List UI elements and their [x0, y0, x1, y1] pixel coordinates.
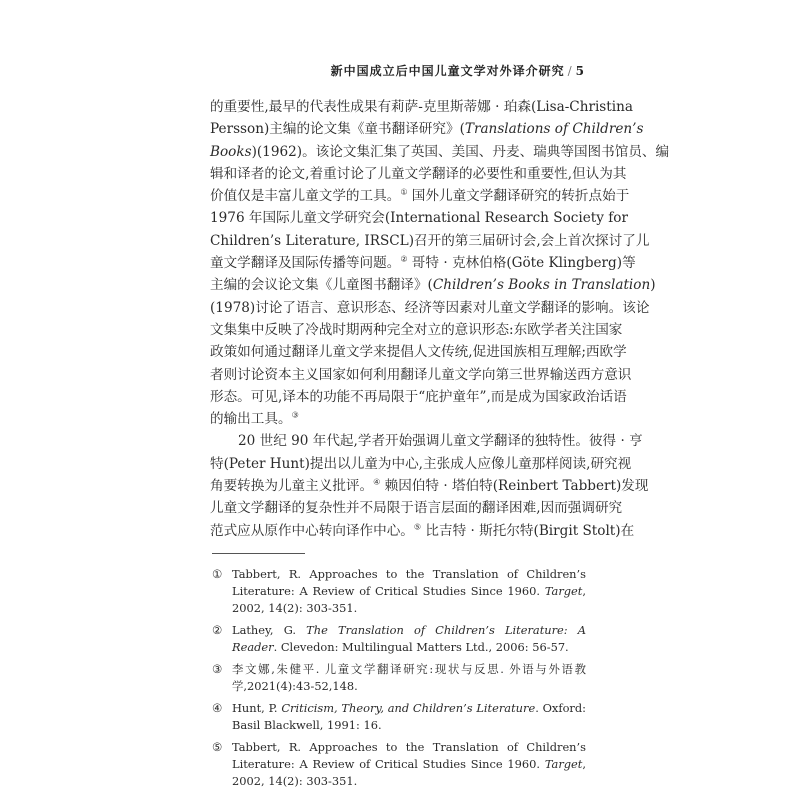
text-line [210, 252, 636, 274]
text-run: )(1962)。该论文集汇集了英国、美国、丹麦、瑞典等国图书馆员、编 [251, 143, 670, 160]
text-line [210, 453, 632, 475]
text-run: 范式应从原作中心转向译作中心。 [210, 522, 414, 539]
italic-text: Books [210, 143, 252, 160]
text-run: 特(Peter Hunt)提出以儿童为中心,主张成人应像儿童那样阅读,研究视 [210, 455, 632, 472]
text-line [210, 163, 627, 185]
footnote-number: ③ [212, 662, 223, 676]
text-line [210, 118, 644, 140]
text-run: (1978)讨论了语言、意识形态、经济等因素对儿童文学翻译的影响。该论 [210, 299, 650, 316]
text-run: 李文娜,朱健平. 儿童文学翻译研究:现状与反思. 外语与外语教学,2021(4):43-52,148. [232, 662, 586, 693]
footnote-number: ④ [212, 701, 223, 715]
text-run: Persson)主编的论文集《童书翻译研究》( [210, 121, 465, 138]
text-line [210, 141, 670, 163]
footnote-text [232, 566, 586, 617]
footnote [212, 700, 586, 734]
footnote [212, 661, 586, 695]
footnote [212, 566, 586, 617]
text-run: 角要转换为儿童主义批评。 [210, 478, 374, 495]
text-run: Hunt, P. [232, 701, 282, 715]
text-run: 者则讨论资本主义国家如何利用翻译儿童文学向第三世界输送西方意识 [210, 366, 632, 383]
footnote [212, 622, 586, 656]
footnote-text [232, 622, 586, 656]
text-line [210, 386, 627, 408]
text-run: . Clevedon: Multilingual Matters Ltd., 2006: 56-57. [273, 640, 569, 654]
page-number: 5 [575, 64, 585, 78]
text-run: 哥特 · 克林伯格(Göte Klingberg)等 [407, 255, 636, 272]
text-line [210, 185, 630, 207]
footnotes [212, 566, 586, 795]
footnote [212, 739, 586, 790]
text-run: , 2002, 14(2): 303-351. [232, 584, 586, 615]
text-run: 儿童文学翻译的复杂性并不局限于语言层面的翻译困难,因而强调研究 [210, 500, 623, 517]
text-line [210, 520, 635, 542]
text-run: 价值仅是丰富儿童文学的工具。 [210, 188, 401, 205]
text-line [210, 274, 656, 296]
text-run: 的输出工具。 [210, 411, 292, 428]
italic-text: The Translation of Children’s Literature: A Reader [232, 623, 587, 654]
text-run: 形态。可见,译本的功能不再局限于“庇护童年”,而是成为国家政治话语 [210, 388, 627, 405]
footnote-reference: ⑤ [413, 522, 422, 532]
italic-text: Target [544, 584, 583, 598]
footnote-divider [212, 553, 305, 554]
running-header [331, 62, 585, 79]
header-separator: / [567, 64, 573, 78]
text-run: 主编的会议论文集《儿童图书翻译》( [210, 277, 433, 294]
footnote-number: ⑤ [212, 740, 223, 754]
text-line [210, 475, 649, 497]
italic-text: Criticism, Theory, and Children’s Literature [281, 701, 536, 715]
footnote-text [232, 661, 586, 695]
footnote-number: ① [212, 567, 223, 581]
text-run: 政策如何通过翻译儿童文学来提倡人文传统,促进国族相互理解;西欧学 [210, 344, 627, 361]
footnote-number: ② [212, 623, 223, 637]
text-line [210, 297, 650, 319]
text-run: Tabbert, R. Approaches to the Translation of Children’s Literature: A Review of Critical Studies Since 1960. [232, 567, 586, 598]
footnote-reference: ② [400, 254, 408, 264]
italic-text: Target [544, 757, 583, 771]
text-run: 辑和译者的论文,着重讨论了儿童文学翻译的必要性和重要性,但认为其 [210, 165, 627, 182]
text-line [210, 341, 627, 363]
main-text [210, 96, 670, 542]
footnote-text [232, 739, 586, 790]
text-run: Lathey, G. [232, 623, 307, 637]
text-run: . Oxford: Basil Blackwell, 1991: 16. [232, 701, 586, 732]
footnote-reference: ③ [291, 410, 299, 420]
text-line [210, 230, 650, 252]
text-line [210, 408, 586, 430]
text-run: 文集集中反映了冷战时期两种完全对立的意识形态:东欧学者关注国家 [210, 321, 623, 338]
text-run: 童文学翻译及国际传播等问题。 [210, 255, 401, 272]
text-line [210, 319, 623, 341]
text-line [210, 96, 633, 118]
text-run: 的重要性,最早的代表性成果有莉萨-克里斯蒂娜 · 珀森(Lisa-Christina [210, 99, 633, 115]
text-run: Tabbert, R. Approaches to the Translation of Children’s Literature: A Review of Critical Studies Since 1960. [232, 740, 586, 771]
text-run: ) [650, 277, 656, 294]
text-run: 1976 年国际儿童文学研究会(International Research Society for [210, 210, 628, 227]
text-run: 20 世纪 90 年代起,学者开始强调儿童文学翻译的独特性。彼得 · 亨 [238, 433, 643, 450]
italic-text: Translations of Children’s [464, 121, 644, 138]
italic-text: Children’s Books in Translation [432, 277, 651, 294]
text-run: 赖因伯特 · 塔伯特(Reinbert Tabbert)发现 [380, 478, 649, 495]
text-line [210, 364, 632, 386]
text-run: 国外儿童文学翻译研究的转折点始于 [407, 188, 630, 205]
text-run: , 2002, 14(2): 303-351. [232, 757, 586, 788]
footnote-reference: ① [400, 187, 408, 197]
footnote-reference: ④ [373, 477, 381, 487]
text-line [210, 430, 643, 452]
text-line [210, 497, 623, 519]
text-line [210, 207, 628, 229]
text-run: 比吉特 · 斯托尔特(Birgit Stolt)在 [421, 522, 635, 539]
footnote-text [232, 700, 586, 734]
running-title: 新中国成立后中国儿童文学对外译介研究 [330, 64, 565, 78]
text-run: Children’s Literature, IRSCL)召开的第三届研讨会,会上首次探讨了儿 [210, 232, 650, 249]
